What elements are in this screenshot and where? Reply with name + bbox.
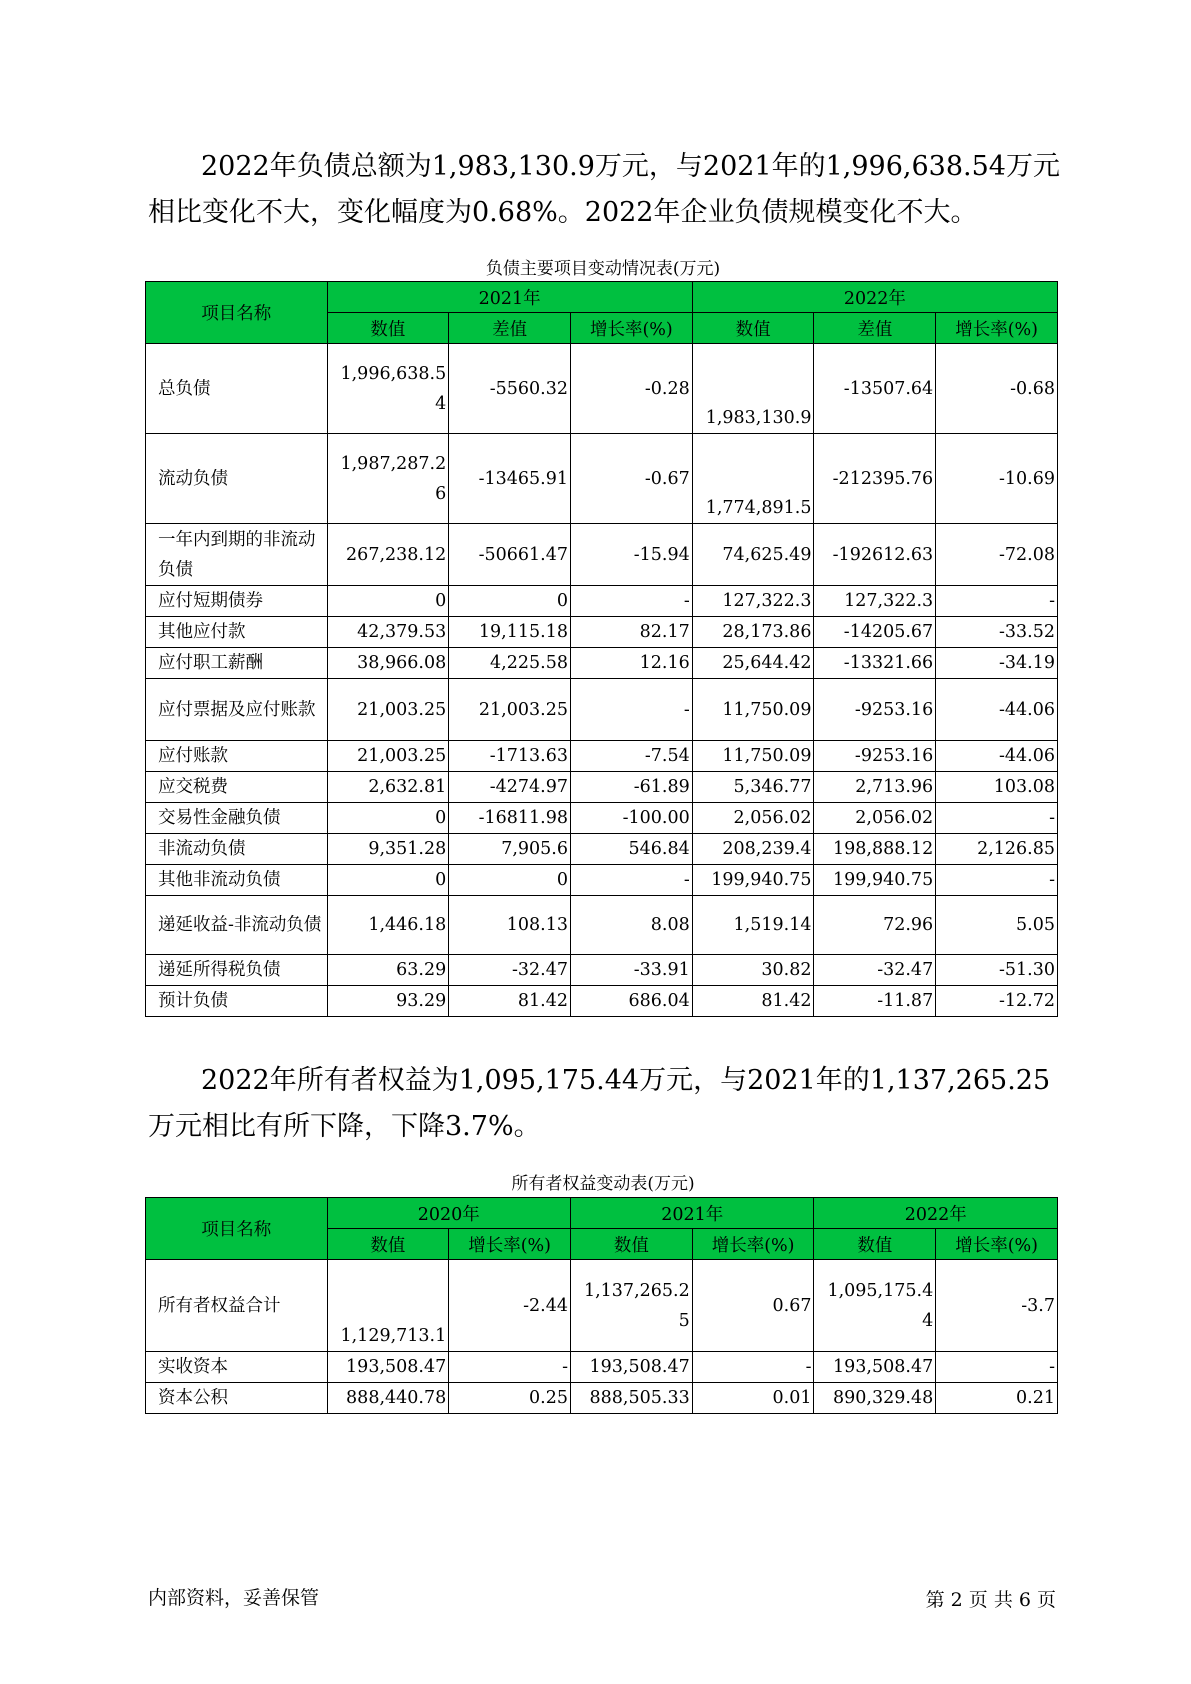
table-cell: 38,966.08 [327,648,449,679]
table-cell: 267,238.12 [327,524,449,586]
table-cell: -61.89 [570,772,692,803]
table-cell: - [692,1352,814,1383]
table-row [146,1260,1058,1352]
table-cell: 1,519.14 [692,896,814,955]
table-cell: - [570,865,692,896]
table-cell: -9253.16 [814,741,936,772]
table-cell: - [936,865,1058,896]
table-cell: 72.96 [814,896,936,955]
table-cell: -32.47 [449,955,571,986]
table-cell: 888,505.33 [571,1383,693,1414]
table-cell: 1,774,891.5 [692,434,814,524]
column-header-value: 数值 [327,1229,449,1260]
table-cell: -33.52 [936,617,1058,648]
row-label: 非流动负债 [146,834,328,865]
table-cell: 199,940.75 [692,865,814,896]
table-cell: 127,322.3 [692,586,814,617]
table-cell: -33.91 [570,955,692,986]
table-cell: -100.00 [570,803,692,834]
table-cell: -0.68 [936,344,1058,434]
table-cell: 103.08 [936,772,1058,803]
row-label: 应付票据及应付账款 [146,679,328,741]
column-header-year-2021: 2021年 [571,1198,814,1229]
column-header-growth: 增长率(%) [936,313,1058,344]
table-cell: 5.05 [936,896,1058,955]
table-cell: -5560.32 [449,344,571,434]
table-cell: -13507.64 [814,344,936,434]
column-header-diff: 差值 [814,313,936,344]
table-row [146,586,1058,617]
table-cell: -7.54 [570,741,692,772]
table-cell: 82.17 [570,617,692,648]
table-cell: 127,322.3 [814,586,936,617]
table-row [146,344,1058,434]
table-row [146,524,1058,586]
table-cell: -0.67 [570,434,692,524]
table-cell: 193,508.47 [571,1352,693,1383]
table-cell: -32.47 [814,955,936,986]
table-cell: -9253.16 [814,679,936,741]
table-cell: -13465.91 [449,434,571,524]
row-label: 所有者权益合计 [146,1260,328,1352]
table-cell: 0.67 [692,1260,814,1352]
row-label: 应付账款 [146,741,328,772]
table-cell: 1,137,265.25 [571,1260,693,1352]
table2-caption: 所有者权益变动表(万元) [511,1174,695,1194]
table-cell: -15.94 [570,524,692,586]
table-cell: 63.29 [327,955,449,986]
table-cell: -4274.97 [449,772,571,803]
table-cell: -0.28 [570,344,692,434]
table-cell: 0.01 [692,1383,814,1414]
table-cell: 21,003.25 [327,741,449,772]
footer-confidential-note: 内部资料，妥善保管 [148,1587,320,1609]
paragraph-equity-text: 2022年所有者权益为1,095,175.44万元，与2021年的1,137,265.25万元相比有所下降，下降3.7%。 [148,1065,1051,1142]
table-cell: 0 [327,803,449,834]
table-cell: 0 [327,586,449,617]
table-cell: 4,225.58 [449,648,571,679]
table-row [146,896,1058,955]
table-cell: 42,379.53 [327,617,449,648]
table-cell: 1,987,287.26 [327,434,449,524]
table-cell: -44.06 [936,741,1058,772]
table-cell: -72.08 [936,524,1058,586]
table-cell: 0.25 [449,1383,571,1414]
table-row [146,648,1058,679]
table-cell: 21,003.25 [327,679,449,741]
table-cell: 28,173.86 [692,617,814,648]
table-cell: 546.84 [570,834,692,865]
column-header-value: 数值 [692,313,814,344]
table-cell: 193,508.47 [327,1352,449,1383]
column-header-year-2021: 2021年 [327,282,692,313]
column-header-growth: 增长率(%) [449,1229,571,1260]
row-label: 应交税费 [146,772,328,803]
row-label: 一年内到期的非流动负债 [146,524,328,586]
row-label: 应付职工薪酬 [146,648,328,679]
equity-table [145,1197,1058,1414]
table-cell: -192612.63 [814,524,936,586]
row-label: 资本公积 [146,1383,328,1414]
table-cell: - [570,679,692,741]
table-cell: 81.42 [449,986,571,1017]
paragraph-equity [148,1058,1068,1150]
table-cell: 1,983,130.9 [692,344,814,434]
table-row [146,955,1058,986]
table-cell: 199,940.75 [814,865,936,896]
table-cell: -51.30 [936,955,1058,986]
table-cell: 8.08 [570,896,692,955]
table-cell: 1,095,175.44 [814,1260,936,1352]
table-cell: 2,056.02 [692,803,814,834]
table-cell: - [936,803,1058,834]
table-cell: 1,446.18 [327,896,449,955]
table-cell: -10.69 [936,434,1058,524]
table-cell: 0 [327,865,449,896]
table-cell: 2,632.81 [327,772,449,803]
table-row [146,803,1058,834]
table-cell: 108.13 [449,896,571,955]
table-cell: -11.87 [814,986,936,1017]
table-cell: - [936,586,1058,617]
column-header-value: 数值 [814,1229,936,1260]
table-cell: -1713.63 [449,741,571,772]
table-cell: -16811.98 [449,803,571,834]
table-cell: 0 [449,586,571,617]
column-header-year-2020: 2020年 [327,1198,570,1229]
footer-page-number: 第 2 页 共 6 页 [925,1589,1056,1611]
table-cell: 2,713.96 [814,772,936,803]
table-row [146,1352,1058,1383]
table1-caption: 负债主要项目变动情况表(万元) [485,259,721,279]
row-label: 其他应付款 [146,617,328,648]
row-label: 总负债 [146,344,328,434]
table-cell: 888,440.78 [327,1383,449,1414]
table-cell: 11,750.09 [692,679,814,741]
column-header-value: 数值 [571,1229,693,1260]
table-cell: 12.16 [570,648,692,679]
table-cell: 686.04 [570,986,692,1017]
table-cell: -2.44 [449,1260,571,1352]
paragraph-liabilities [148,144,1068,236]
table-cell: 30.82 [692,955,814,986]
table-row [146,741,1058,772]
table-cell: -12.72 [936,986,1058,1017]
column-header-year-2022: 2022年 [814,1198,1058,1229]
column-header-diff: 差值 [449,313,571,344]
column-header-growth: 增长率(%) [570,313,692,344]
table-cell: 93.29 [327,986,449,1017]
column-header-growth: 增长率(%) [692,1229,814,1260]
table-cell: 21,003.25 [449,679,571,741]
table-cell: 5,346.77 [692,772,814,803]
table-row [146,834,1058,865]
table-cell: 1,129,713.1 [327,1260,449,1352]
table-cell: 81.42 [692,986,814,1017]
table-cell: 0 [449,865,571,896]
table-cell: -14205.67 [814,617,936,648]
table-cell: 9,351.28 [327,834,449,865]
table-cell: -3.7 [936,1260,1058,1352]
row-label: 预计负债 [146,986,328,1017]
table-cell: 19,115.18 [449,617,571,648]
row-label: 递延所得税负债 [146,955,328,986]
liabilities-table [145,281,1058,1017]
table-cell: 11,750.09 [692,741,814,772]
table-row [146,1383,1058,1414]
table-cell: - [570,586,692,617]
table-row [146,679,1058,741]
table-cell: 1,996,638.54 [327,344,449,434]
table-cell: 25,644.42 [692,648,814,679]
table-row [146,772,1058,803]
table-row [146,865,1058,896]
column-header-growth: 增长率(%) [936,1229,1058,1260]
table-cell: -34.19 [936,648,1058,679]
row-label: 应付短期债券 [146,586,328,617]
column-header-item-name: 项目名称 [146,282,328,344]
column-header-value: 数值 [327,313,449,344]
table-cell: -44.06 [936,679,1058,741]
table-cell: 0.21 [936,1383,1058,1414]
table-cell: 74,625.49 [692,524,814,586]
table-cell: 208,239.4 [692,834,814,865]
table-cell: -13321.66 [814,648,936,679]
row-label: 递延收益-非流动负债 [146,896,328,955]
row-label: 其他非流动负债 [146,865,328,896]
table-cell: -212395.76 [814,434,936,524]
table-row [146,434,1058,524]
row-label: 交易性金融负债 [146,803,328,834]
table-cell: 193,508.47 [814,1352,936,1383]
row-label: 流动负债 [146,434,328,524]
column-header-year-2022: 2022年 [692,282,1057,313]
table-cell: -50661.47 [449,524,571,586]
table-cell: - [936,1352,1058,1383]
row-label: 实收资本 [146,1352,328,1383]
table-cell: 2,056.02 [814,803,936,834]
paragraph-liabilities-text: 2022年负债总额为1,983,130.9万元，与2021年的1,996,638.54万元相比变化不大，变化幅度为0.68%。2022年企业负债规模变化不大。 [148,151,1060,228]
column-header-item-name: 项目名称 [146,1198,328,1260]
table-cell: 7,905.6 [449,834,571,865]
table-row [146,986,1058,1017]
table-cell: - [449,1352,571,1383]
table-cell: 2,126.85 [936,834,1058,865]
table-cell: 198,888.12 [814,834,936,865]
table-cell: 890,329.48 [814,1383,936,1414]
table-row [146,617,1058,648]
